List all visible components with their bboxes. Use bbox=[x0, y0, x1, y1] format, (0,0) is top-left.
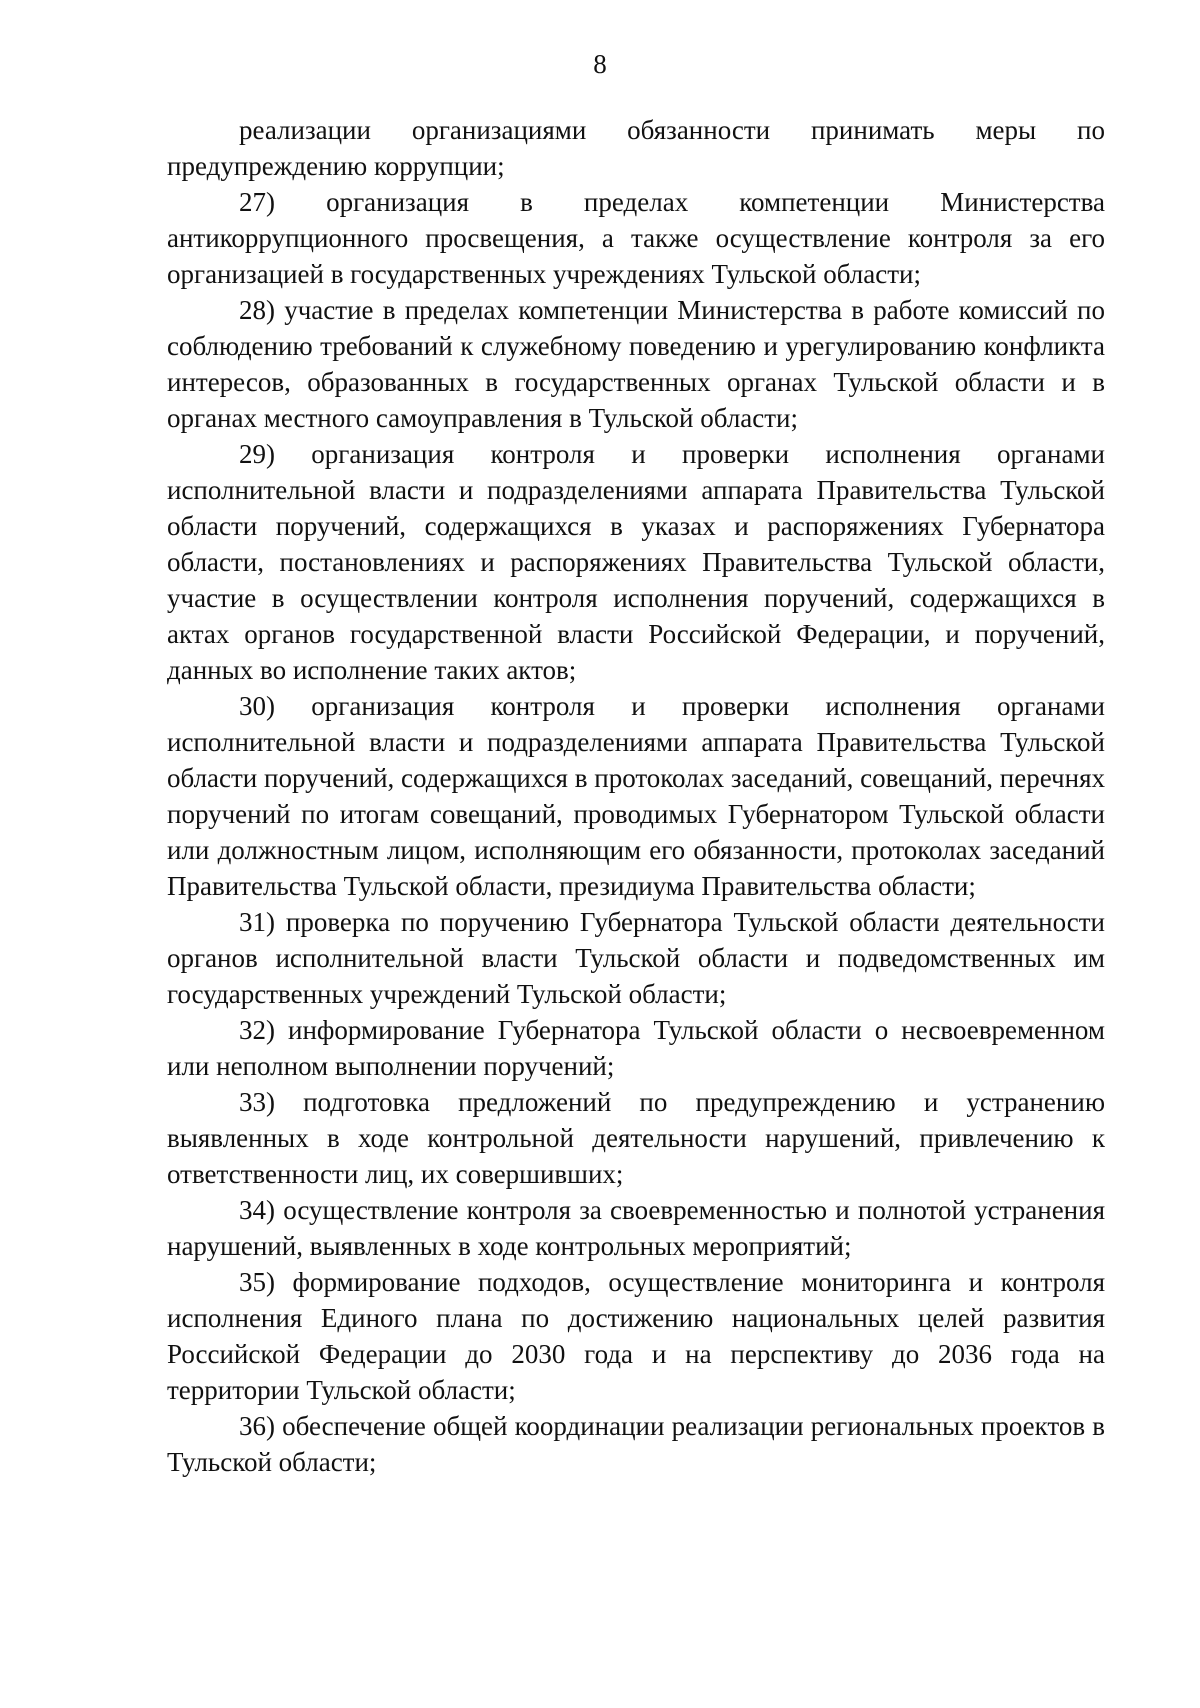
paragraph-item-29: 29) организация контроля и проверки исполнения органами исполнительной власти и подразделениями аппарата Правительства Тульской области поручений, содержащихся в указах и распоряжениях Губернатора области, постановлениях и распоряжениях Правительства Тульской области, участие в осуществлении контроля исполнения поручений, содержащихся в актах органов государственной власти Российской Федерации, и поручений, данных во исполнение таких актов; bbox=[167, 439, 1105, 685]
paragraph-item-32: 32) информирование Губернатора Тульской области о несвоевременном или неполном выполнении поручений; bbox=[167, 1015, 1105, 1081]
paragraph-item-27: 27) организация в пределах компетенции Министерства антикоррупционного просвещения, а также осуществление контроля за его организацией в государственных учреждениях Тульской области; bbox=[167, 187, 1105, 289]
paragraph-item-28: 28) участие в пределах компетенции Министерства в работе комиссий по соблюдению требований к служебному поведению и урегулированию конфликта интересов, образованных в государственных органах Тульской области и в органах местного самоуправления в Тульской области; bbox=[167, 295, 1105, 433]
paragraph-item-33: 33) подготовка предложений по предупреждению и устранению выявленных в ходе контрольной деятельности нарушений, привлечению к ответственности лиц, их совершивших; bbox=[167, 1087, 1105, 1189]
paragraph-item-35: 35) формирование подходов, осуществление мониторинга и контроля исполнения Единого плана по достижению национальных целей развития Российской Федерации до 2030 года и на перспективу до 2036 года на территории Тульской области; bbox=[167, 1267, 1105, 1405]
paragraph-item-34: 34) осуществление контроля за своевременностью и полнотой устранения нарушений, выявленных в ходе контрольных мероприятий; bbox=[167, 1195, 1105, 1261]
paragraph-continuation: реализации организациями обязанности принимать меры по предупреждению коррупции; bbox=[167, 115, 1105, 181]
document-body bbox=[167, 112, 1105, 1480]
page-number: 8 bbox=[593, 49, 607, 79]
paragraph-item-36: 36) обеспечение общей координации реализации региональных проектов в Тульской области; bbox=[167, 1411, 1105, 1477]
paragraph-item-31: 31) проверка по поручению Губернатора Тульской области деятельности органов исполнительной власти Тульской области и подведомственных им государственных учреждений Тульской области; bbox=[167, 907, 1105, 1009]
paragraph-item-30: 30) организация контроля и проверки исполнения органами исполнительной власти и подразделениями аппарата Правительства Тульской области поручений, содержащихся в протоколах заседаний, совещаний, перечнях поручений по итогам совещаний, проводимых Губернатором Тульской области или должностным лицом, исполняющим его обязанности, протоколах заседаний Правительства Тульской области, президиума Правительства области; bbox=[167, 691, 1105, 901]
